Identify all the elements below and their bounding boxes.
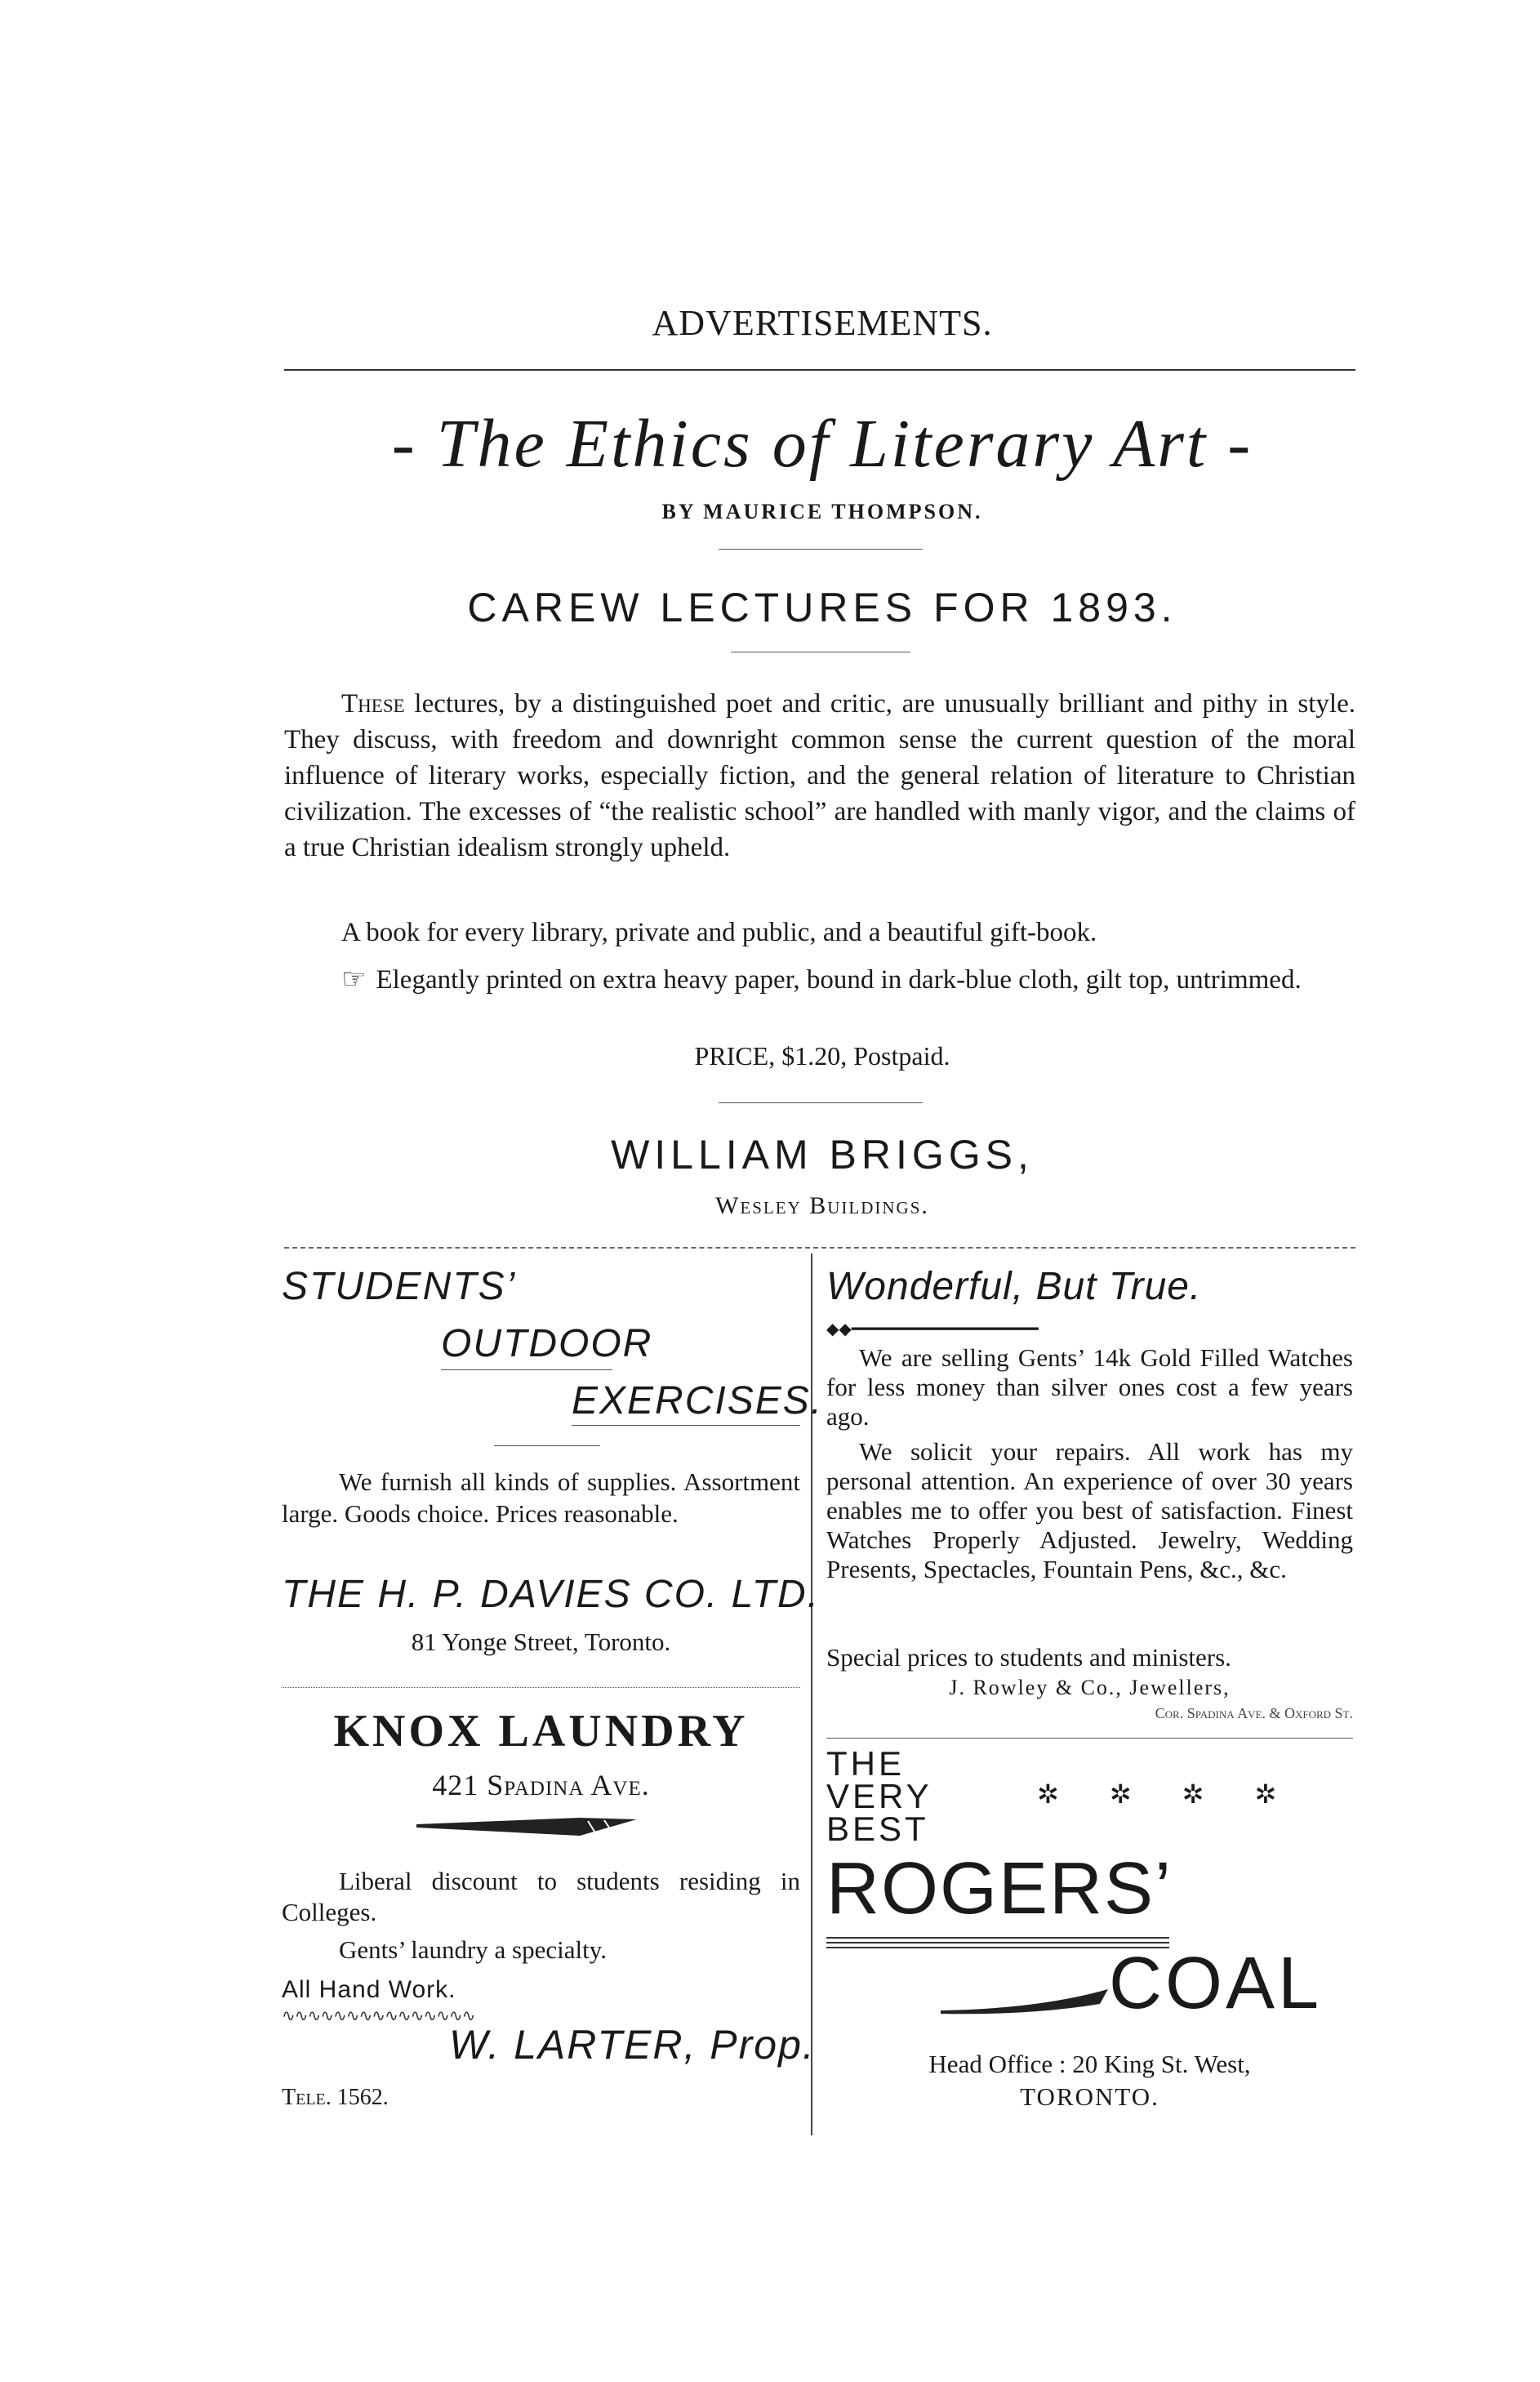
pointing-hand-icon: ☞ <box>341 964 367 995</box>
knox-discount: Liberal discount to students residing in Colleges. <box>282 1867 800 1926</box>
davies-company: THE H. P. DAVIES CO. LTD. <box>282 1573 821 1616</box>
rogers-brand: ROGERS’ <box>826 1848 1173 1930</box>
davies-address: 81 Yonge Street, Toronto. <box>411 1627 671 1656</box>
book-price: PRICE, $1.20, Postpaid. <box>694 1041 950 1071</box>
knox-telephone: Tele. 1562. <box>282 2085 389 2110</box>
book-author: BY MAURICE THOMPSON. <box>661 500 983 523</box>
binding-paragraph <box>284 962 1355 998</box>
page-heading: ADVERTISEMENTS. <box>652 303 993 343</box>
book-title: - The Ethics of Literary Art - <box>391 406 1253 482</box>
knox-arrow-ornament <box>416 1814 637 1839</box>
the-word: THE <box>826 1744 905 1783</box>
lectures-heading: CAREW LECTURES FOR 1893. <box>467 585 1177 630</box>
rowley-ornament: ◆◆━━━━━━━━━━━━━━━━━━━ <box>826 1320 1039 1338</box>
rowley-address: Cor. Spadina Ave. & Oxford St. <box>1155 1705 1353 1721</box>
rogers-city: TORONTO. <box>1020 2082 1159 2111</box>
rowley-para-2: We solicit your repairs. All work has my personal attention. An experience of over 30 years enables me to offer you best of satisfaction. Finest Watches Properly Adjusted. Jewelry, Wedding Presents, Spectacles, Fountain Pens, &c., &c. <box>826 1437 1353 1583</box>
rowley-bottom-rule <box>826 1738 1353 1739</box>
knox-title: KNOX LAUNDRY <box>333 1706 749 1756</box>
description-text: lectures, by a distinguished poet and critic, are unusually brilliant and pithy in style. They discuss, with freedom and downright common sense the current question of the moral influence of literary works, especially fiction, and the general relation of literature to Christian civilization. The excesses of “the realistic school” are handled with manly vigor, and the claims of a true Christian idealism strongly upheld. <box>284 689 1355 862</box>
section-divider <box>284 1247 1355 1249</box>
exercises-line: EXERCISES. <box>572 1379 824 1423</box>
author-rule <box>719 549 923 550</box>
wavy-underline-ornament: ∿∿∿∿∿∿∿∿∿∿∿∿∿∿∿ <box>282 2007 475 2025</box>
heading-rule <box>284 369 1355 371</box>
knox-address: 421 Spadina Ave. <box>432 1769 650 1801</box>
students-line: STUDENTS’ <box>282 1265 517 1308</box>
knox-proprietor: W. LARTER, Prop. <box>449 2022 816 2068</box>
davies-text: We furnish all kinds of supplies. Assortment large. Goods choice. Prices reasonable. <box>282 1467 800 1528</box>
davies-rule <box>494 1445 600 1446</box>
description-lead: These <box>341 689 405 719</box>
very-best-stack <box>826 1744 932 1848</box>
very-word: VERY <box>826 1777 932 1815</box>
exercises-underline <box>572 1425 800 1426</box>
knox-specialty: Gents’ laundry a specialty. <box>339 1935 607 1964</box>
book-description <box>284 686 1355 866</box>
davies-bottom-rule <box>282 1687 800 1688</box>
rowley-para-3: Special prices to students and ministers. <box>826 1643 1231 1672</box>
stars-ornament: ✲✲✲✲ <box>1037 1779 1328 1809</box>
rowley-company: J. Rowley & Co., Jewellers, <box>949 1676 1231 1699</box>
price-rule <box>719 1102 923 1103</box>
binding-text: Elegantly printed on extra heavy paper, bound in dark-blue cloth, gilt top, untrimmed. <box>376 965 1302 995</box>
knox-handwork: All Hand Work. <box>282 1976 456 2003</box>
coal-arrow-ornament <box>941 1986 1112 2019</box>
publisher-address: Wesley Buildings. <box>715 1192 929 1219</box>
rowley-title: Wonderful, But True. <box>826 1265 1202 1308</box>
gift-line: A book for every library, private and public, and a beautiful gift-book. <box>341 918 1097 947</box>
rogers-office: Head Office : 20 King St. West, <box>928 2050 1251 2078</box>
coal-product: COAL <box>1109 1943 1323 2024</box>
outdoor-line: OUTDOOR <box>441 1322 653 1365</box>
publisher-name: WILLIAM BRIGGS, <box>611 1132 1034 1178</box>
best-word: BEST <box>826 1810 929 1848</box>
rowley-para-1: We are selling Gents’ 14k Gold Filled Watches for less money than silver ones cost a few years ago. <box>826 1343 1353 1431</box>
outdoor-underline <box>441 1369 612 1370</box>
